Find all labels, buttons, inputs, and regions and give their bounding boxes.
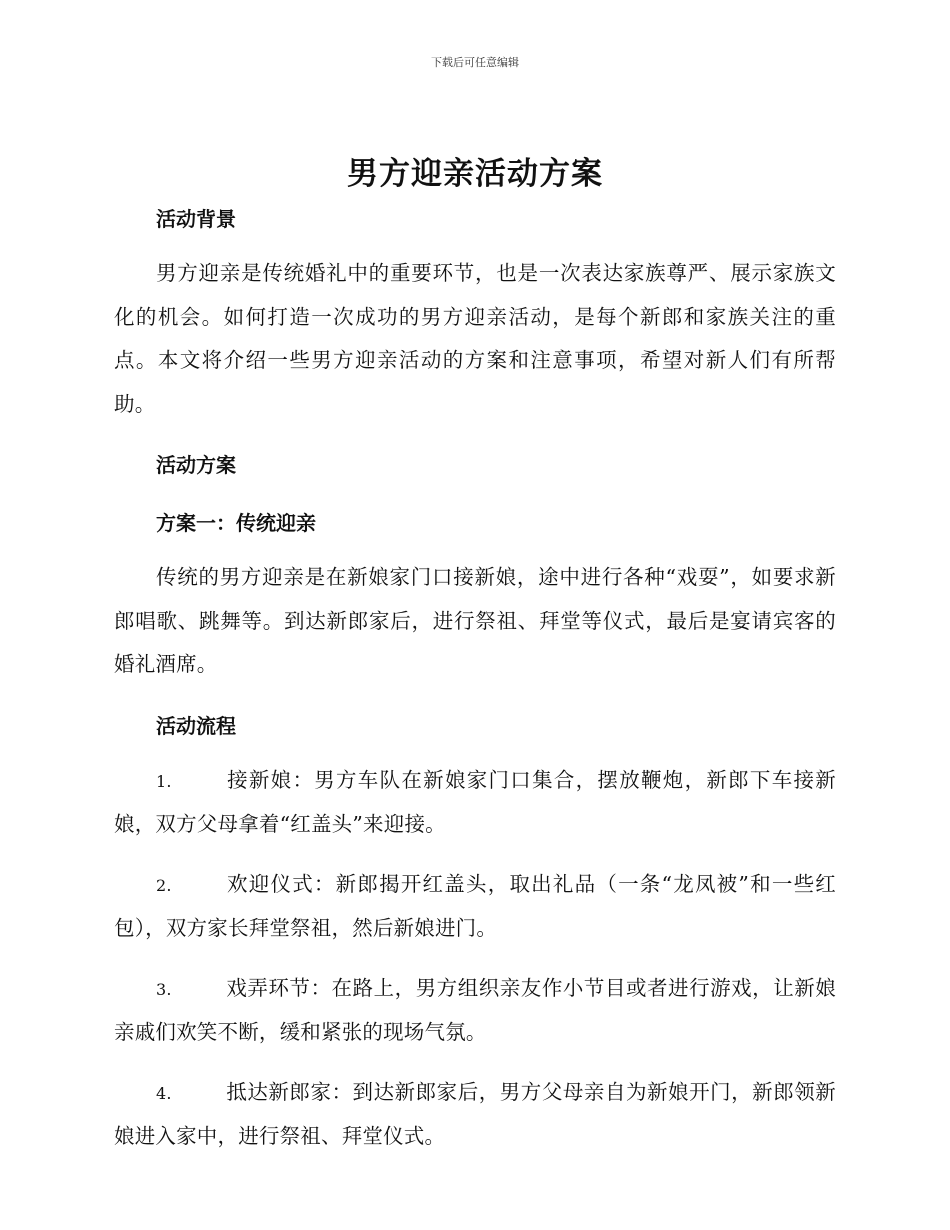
list-item-text: 抵达新郎家：到达新郎家后，男方父母亲自为新娘开门，新郎领新娘进入家中，进行祭祖、拜堂仪式。 [114, 1079, 836, 1148]
document-title: 男方迎亲活动方案 [347, 156, 603, 192]
list-item-number: 4. [156, 1083, 172, 1103]
list-item [114, 863, 836, 951]
list-item-number: 3. [156, 979, 172, 999]
list-item [114, 1071, 836, 1159]
document-body [114, 200, 836, 1159]
paragraph-background: 男方迎亲是传统婚礼中的重要环节，也是一次表达家族尊严、展示家族文化的机会。如何打造一次成功的男方迎亲活动，是每个新郎和家族关注的重点。本文将介绍一些男方迎亲活动的方案和注意事项，希望对新人们有所帮助。 [114, 261, 836, 416]
list-item-text: 欢迎仪式：新郎揭开红盖头，取出礼品（一条“龙凤被”和一些红包），双方家长拜堂祭祖，然后新娘进门。 [114, 871, 836, 940]
section-heading-plan: 活动方案 [156, 453, 236, 477]
section-heading-process: 活动流程 [156, 713, 236, 738]
subsection-heading-plan1: 方案一：传统迎亲 [156, 511, 316, 535]
list-item [114, 967, 836, 1055]
list-item [114, 759, 836, 847]
paragraph-plan1: 传统的男方迎亲是在新娘家门口接新娘，途中进行各种“戏耍”，如要求新郎唱歌、跳舞等。到达新郎家后，进行祭祖、拜堂等仪式，最后是宴请宾客的婚礼酒席。 [114, 565, 836, 676]
header-note: 下载后可任意编辑 [431, 56, 519, 69]
list-item-number: 2. [156, 875, 172, 895]
section-heading-background: 活动背景 [156, 207, 236, 231]
list-item-text: 接新娘：男方车队在新娘家门口集合，摆放鞭炮，新郎下车接新娘，双方父母拿着“红盖头”来迎接。 [114, 767, 836, 836]
list-item-number: 1. [156, 771, 172, 791]
list-item-text: 戏弄环节：在路上，男方组织亲友作小节目或者进行游戏，让新娘亲戚们欢笑不断，缓和紧张的现场气氛。 [114, 975, 836, 1044]
